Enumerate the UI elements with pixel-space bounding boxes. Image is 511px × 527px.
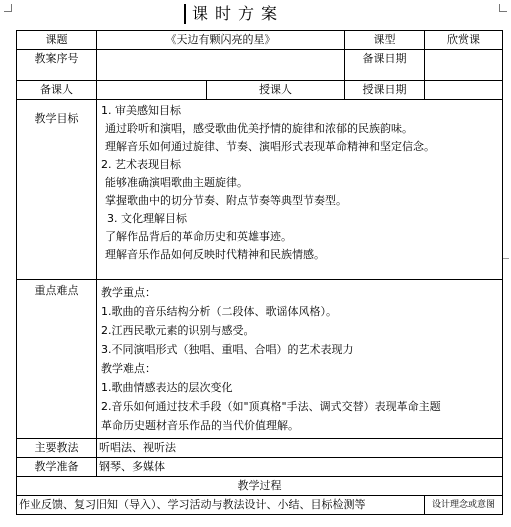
preparer-label: 备课人 [17,81,97,100]
type-label: 课型 [345,31,425,50]
prep-label: 教学准备 [17,458,97,477]
page-corner-mark-right [499,4,507,12]
teach-date-label: 授课日期 [345,81,425,100]
keypoint-line: 1.歌曲的音乐结构分析（二段体、歌谣体风格）。 [101,305,337,318]
teach-date-value[interactable] [425,81,503,100]
topic-value[interactable]: 《天边有颗闪亮的星》 [97,31,345,50]
seq-value[interactable] [97,50,345,81]
methods-label: 主要教法 [17,439,97,458]
page-title: 课时方案 [192,4,285,23]
goal-line: 理解音乐如何通过旋律、节奏、演唱形式表现革命精神和坚定信念。 [105,140,435,153]
goal-line: 1. 审美感知目标 [101,104,181,117]
type-value[interactable]: 欣赏课 [425,31,503,50]
process-label: 教学过程 [17,477,503,496]
keypoint-line: 1.歌曲情感表达的层次变化 [101,381,233,394]
lesson-plan-table [16,30,503,515]
goal-line: 能够准确演唱歌曲主题旋律。 [105,176,248,189]
goals-content[interactable] [97,100,503,280]
keypoint-line: 2.音乐如何通过技术手段（如"顶真格"手法、调式交替）表现革命主题 [101,400,441,413]
prep-value[interactable]: 钢琴、多媒体 [97,458,503,477]
goal-line: 了解作品背后的革命历史和英雄事迹。 [105,230,292,243]
keypoints-label: 重点难点 [17,280,97,439]
text-cursor [184,4,186,24]
goal-line: 掌握歌曲中的切分节奏、附点节奏等典型节奏型。 [105,194,347,207]
preparer-value[interactable] [97,81,207,100]
keypoints-content[interactable] [97,280,503,439]
process-side-note: 设计理念或意图 [425,496,503,515]
keypoint-line: 教学重点： [101,286,156,299]
keypoint-line: 革命历史题材音乐作品的当代价值理解。 [101,419,299,432]
keypoint-line: 教学难点： [101,362,156,375]
teacher-label: 授课人 [207,81,345,100]
goals-label: 教学目标 [17,100,97,280]
prep-date-label: 备课日期 [345,50,425,81]
page-margin-mark [502,250,509,259]
goal-line: 理解音乐作品如何反映时代精神和民族情感。 [105,248,325,261]
keypoint-line: 2.江西民歌元素的识别与感受。 [101,324,255,337]
goal-line: 3. 文化理解目标 [107,212,187,225]
keypoint-line: 3.不同演唱形式（独唱、重唱、合唱）的艺术表现力 [101,343,354,356]
methods-value[interactable]: 听唱法、视听法 [97,439,503,458]
process-steps: 作业反馈、复习旧知（导入）、学习活动与教法设计、小结、目标检测等 [17,496,425,515]
page-corner-mark-left [4,4,12,12]
goal-line: 2. 艺术表现目标 [101,158,181,171]
seq-label: 教案序号 [17,50,97,81]
prep-date-value[interactable] [425,50,503,81]
topic-label: 课题 [17,31,97,50]
goal-line: 通过聆听和演唱，感受歌曲优美抒情的旋律和浓郁的民族韵味。 [105,122,413,135]
